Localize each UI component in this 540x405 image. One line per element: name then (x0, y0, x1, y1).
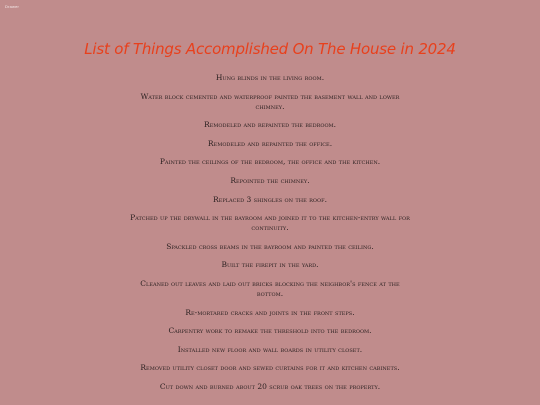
list-item: Repointed the chimney. (230, 175, 310, 185)
list-item: Hung blinds in the living room. (215, 73, 325, 82)
list-item: Cleaned out leaves and laid out bricks blocking the neighbor's fence at the bottom. (140, 278, 400, 298)
list-item: Carpentry work to remake the threshold into the bedroom. (168, 326, 372, 336)
list-item: Remodeled and repainted the bedroom. (203, 120, 337, 130)
list-item: Re-mortared cracks and joints in the front steps. (185, 307, 355, 317)
list-item: Removed utility closet door and sewed curtains for it and kitchen cabinets. (140, 363, 400, 373)
page-title: List of Things Accomplished On The House in 2024 (84, 40, 456, 58)
list-item: Water block cemented and waterproof painted the basement wall and lower chimney. (140, 91, 400, 111)
list-item: Cut down and burned about 20 scrub oak trees on the property. (159, 381, 381, 391)
list-item: Built the firepit in the yard. (221, 260, 319, 270)
list-item: Replaced 3 shingles on the roof. (213, 194, 327, 204)
list-item: Patched up the drywall in the bayroom and joined it to the kitchen-entry wall for continuity. (130, 213, 410, 233)
list-item: Remodeled and repainted the office. (207, 138, 333, 148)
list-item: Installed new floor and wall boards in utility closet. (177, 344, 363, 354)
accomplishments-list (130, 73, 410, 401)
list-item: Spackled cross beams in the bayroom and painted the ceiling. (166, 241, 374, 251)
list-item: Painted the ceilings of the bedroom, the office and the kitchen. (159, 157, 381, 167)
corner-label: Drawer (5, 4, 20, 9)
